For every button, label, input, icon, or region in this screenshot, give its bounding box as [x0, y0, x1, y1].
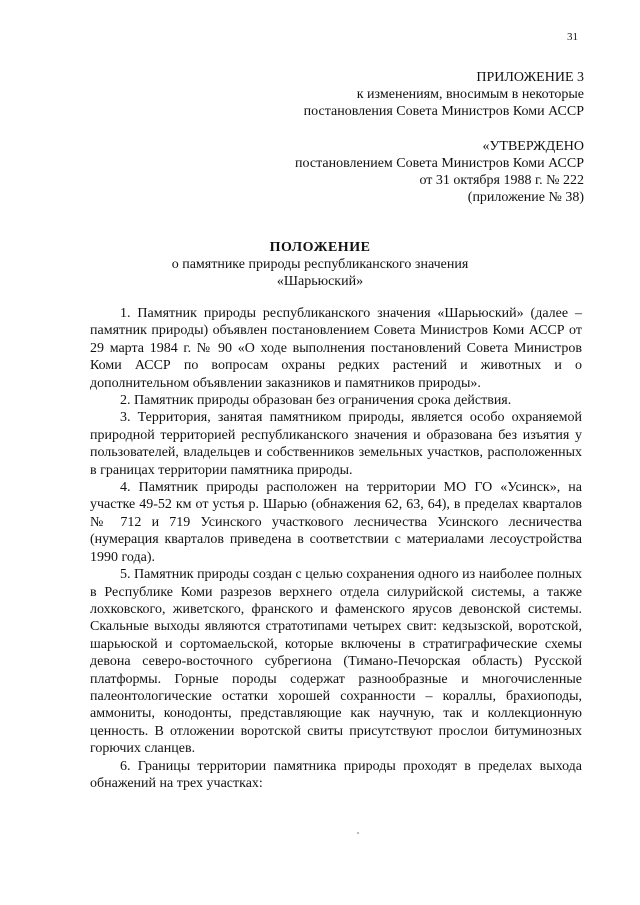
appendix-title: ПРИЛОЖЕНИЕ 3 — [476, 70, 584, 85]
page-number: 31 — [567, 31, 578, 43]
document-subtitle-name: «Шарьюский» — [276, 274, 364, 289]
approved-line: постановлением Совета Министров Коми АССР — [295, 156, 584, 171]
approved-line: от 31 октября 1988 г. № 222 — [419, 173, 584, 188]
appendix-line: к изменениям, вносимым в некоторые — [356, 87, 584, 102]
paragraph-5: 5. Памятник природы создан с целью сохранения одного из наиболее полных в Республике Коми разрезов верхнего отдела силурийской системы, а также лохковского, живетского, франского и фаменского ярусов девонской системы. Скальные выходы являются стратотипами четырех свит: кедзызской, воротской, шарьюской и сортомаельской, которые включены в стратиграфические схемы девона северо-восточного субрегиона (Тимано-Печорская область) Русской платформы. Горные породы содержат разнообразные и многочисленные палеонтологические остатки хорошей сохранности – кораллы, брахиоподы, аммониты, конодонты, представляющие как научную, так и коллекционную ценность. В отложении воротской свиты присутствуют прослои битуминозных горючих сланцев. — [90, 567, 582, 757]
approved-title: «УТВЕРЖДЕНО — [482, 139, 584, 154]
appendix-line: постановления Совета Министров Коми АССР — [303, 104, 584, 119]
appendix-header — [304, 69, 584, 120]
paragraph-6: 6. Границы территории памятника природы проходят в пределах выхода обнажений на трех участках: — [90, 758, 582, 791]
approval-stamp-text — [295, 138, 584, 206]
document-title-block — [0, 239, 640, 290]
paragraph-4: 4. Памятник природы расположен на территории МО ГО «Усинск», на участке 49-52 км от устья р. Шарью (обнажения 62, 63, 64), в пределах кварталов № 712 и 719 Усинского участкового лесничества Усинского лесничества (нумерация кварталов приведена в соответствии с материалами лесоустройства 1990 года). — [90, 480, 582, 565]
document-title: ПОЛОЖЕНИЕ — [269, 240, 371, 255]
approved-line: (приложение № 38) — [467, 190, 584, 205]
document-subtitle: о памятнике природы республиканского значения — [171, 257, 469, 272]
paragraph-2: 2. Памятник природы образован без ограничения срока действия. — [120, 393, 512, 409]
scan-speck — [357, 832, 359, 834]
document-body — [90, 305, 582, 792]
paragraph-3: 3. Территория, занятая памятником природы, является особо охраняемой природной территорией республиканского значения и образована без изъятия у пользователей, владельцев и собственников земельных участков, расположенных в границах территории памятника природы. — [90, 410, 582, 478]
paragraph-1: 1. Памятник природы республиканского значения «Шарьюский» (далее – памятник природы) объявлен постановлением Совета Министров Коми АССР от 29 марта 1984 г. № 90 «О ходе выполнения постановлений Совета Министров Коми АССР по вопросам охраны редких растений и животных и о дополнительном объявлении заказников и памятников природы». — [90, 306, 582, 391]
